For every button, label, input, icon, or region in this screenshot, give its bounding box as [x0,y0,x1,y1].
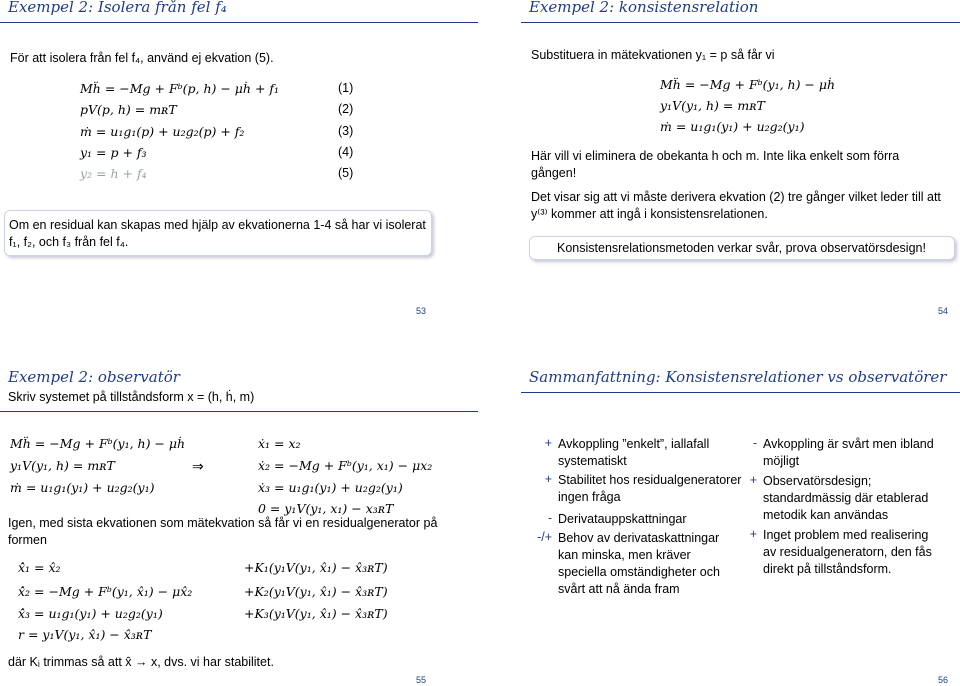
sign-minus-plus: -/+ [537,530,552,544]
paragraph: Det visar sig att vi måste derivera ekvation (2) tre gånger vilket leder till att y⁽³⁾ kommer att ingå i konsistensrelationen. [531,190,941,221]
equation-greyed: y₂ = h + f₄ [80,166,147,181]
page-number: 55 [416,675,427,685]
equation: r = y₁V(y₁, x̂₁) − x̂₃ʀT [18,627,152,642]
equation-number: (1) [338,81,354,95]
slide-title: Sammanfattning: Konsistensrelationer vs observatörer [529,368,947,386]
slide-title: Exempel 2: konsistensrelation [529,0,759,16]
equation-number: (3) [338,124,354,138]
sign-plus: + [749,527,757,541]
equation: ẋ₁ = x₂ [258,436,301,451]
equation: +K₁(y₁V(y₁, x̂₁) − x̂₃ʀT) [244,560,388,575]
equation: Mḧ = −Mg + Fᵇ(y₁, h) − μḣ [10,436,186,451]
title-rule [0,411,478,412]
page-number: 56 [938,675,949,685]
list-item: Inget problem med realisering av residualgeneratorn, den fås direkt på tillståndsform. [763,528,932,576]
slide-title: Exempel 2: observatör [8,368,180,386]
list-item: Avkoppling är svårt men ibland möjligt [763,437,934,468]
equation: y₁V(y₁, h) = mʀT [660,98,765,113]
page-number: 53 [416,306,427,316]
equation: ẋ₃ = u₁g₁(y₁) + u₂g₂(y₁) [258,480,403,495]
equation: x̂̇₂ = −Mg + Fᵇ(y₁, x̂₁) − μx̂₂ [18,584,193,599]
equation: y₁V(y₁, h) = mʀT [10,458,115,473]
box-text: Konsistensrelationsmetoden verkar svår, prova observatörsdesign! [557,241,926,255]
equation: Mḧ = −Mg + Fᵇ(y₁, h) − μḣ [660,77,836,92]
sign-minus: - [547,511,552,525]
list-item: Derivatauppskattningar [558,512,687,526]
equation: pV(p, h) = mʀT [80,102,177,117]
equation-number: (5) [338,166,354,180]
footer-text: där Kᵢ trimmas så att x̂ → x, dvs. vi har stabilitet. [8,655,274,669]
implies-arrow: ⇒ [192,458,204,474]
list-item: Behov av derivataskattningar kan minska, men kräver speciella omständigheter och svårt att nå ända fram [558,531,720,596]
equation: ṁ = u₁g₁(y₁) + u₂g₂(y₁) [10,480,155,495]
equation: +K₃(y₁V(y₁, x̂₁) − x̂₃ʀT) [244,606,388,621]
equation: +K₂(y₁V(y₁, x̂₁) − x̂₃ʀT) [244,584,388,599]
title-rule [521,22,960,23]
title-rule [521,392,960,393]
equation: 0 = y₁V(y₁, x₁) − x₃ʀT [258,501,394,516]
equation-number: (2) [338,102,354,116]
sign-minus: - [752,436,757,450]
slide-subtitle: Skriv systemet på tillståndsform x = (h, ḣ, m) [8,390,255,404]
sign-plus: + [749,473,757,487]
highlight-box [529,236,955,260]
equation: ṁ = u₁g₁(p) + u₂g₂(p) + f₂ [80,124,245,139]
list-item: Observatörsdesign; standardmässig där etablerad metodik kan användas [763,474,929,522]
intro-text: För att isolera från fel f₄, använd ej ekvation (5). [10,51,274,65]
title-rule [0,22,478,23]
equation: x̂̇₁ = x̂₂ [18,560,61,575]
equation: ṁ = u₁g₁(y₁) + u₂g₂(y₁) [660,119,805,134]
page-number: 54 [938,306,949,316]
intro-text: Substituera in mätekvationen y₁ = p så får vi [531,48,775,62]
sign-plus: + [544,472,552,486]
equation: y₁ = p + f₃ [80,145,147,160]
sign-plus: + [544,436,552,450]
equation: ẋ₂ = −Mg + Fᵇ(y₁, x₁) − μx₂ [258,458,433,473]
equation: Mḧ = −Mg + Fᵇ(p, h) − μḣ + f₁ [80,81,280,96]
box-text: Om en residual kan skapas med hjälp av ekvationerna 1-4 så har vi isolerat f₁, f₂, och f₃ från fel f₄. [9,218,426,249]
equation-number: (4) [338,145,354,159]
equation: x̂̇₃ = u₁g₁(y₁) + u₂g₂(y₁) [18,606,163,621]
slide-title: Exempel 2: Isolera från fel f₄ [8,0,227,16]
list-item: Avkoppling ”enkelt”, iallafall systematiskt [558,437,710,468]
highlight-box [4,210,432,256]
paragraph: Igen, med sista ekvationen som mätekvation så får vi en residualgenerator på formen [8,516,438,547]
paragraph: Här vill vi eliminera de obekanta h och m. Inte lika enkelt som förra gången! [531,149,900,180]
list-item: Stabilitet hos residualgeneratorer ingen fråga [558,473,742,504]
